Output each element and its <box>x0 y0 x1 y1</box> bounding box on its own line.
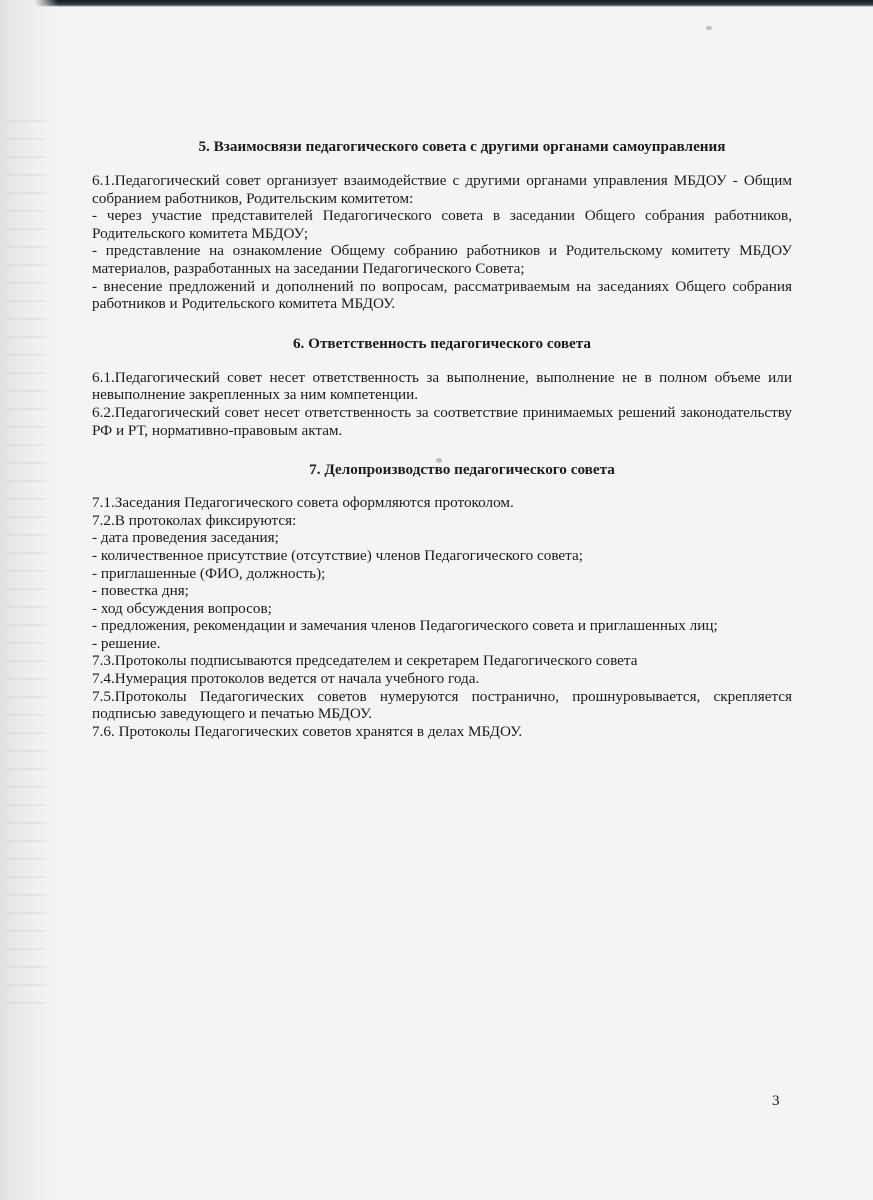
page-number: 3 <box>772 1092 780 1109</box>
list-item: - предложения, рекомендации и замечания членов Педагогического совета и приглашенных лиц; <box>92 617 718 635</box>
paragraph: 6.1.Педагогический совет несет ответственность за выполнение, выполнение не в полном объеме или невыполнение закрепленных за ним компетенции. <box>92 368 792 404</box>
scan-bleed-through <box>6 120 46 1020</box>
list-item: - ход обсуждения вопросов; <box>92 599 272 617</box>
paragraph: 7.6. Протоколы Педагогических советов хранятся в делах МБДОУ. <box>92 722 523 740</box>
section-6-body <box>92 369 792 439</box>
paragraph: 6.1.Педагогический совет организует взаимодействие с другими органами управления МБДОУ - Общим собранием работников, Родительским комитетом: <box>92 172 792 207</box>
list-item: - решение. <box>92 634 161 652</box>
section-5-body <box>92 172 792 313</box>
list-item: - дата проведения заседания; <box>92 529 279 547</box>
document-page <box>92 138 792 740</box>
paragraph: - представление на ознакомление Общему собранию работников и Родительскому комитету МБДОУ материалов, разработанных на заседании Педагогического Совета; <box>92 242 792 277</box>
list-item: - количественное присутствие (отсутствие) членов Педагогического совета; <box>92 546 583 564</box>
scan-speck <box>706 26 712 30</box>
section-7-title: 7. Делопроизводство педагогического совета <box>309 461 615 479</box>
paragraph: 7.2.В протоколах фиксируются: <box>92 511 297 529</box>
paragraph: - внесение предложений и дополнений по вопросам, рассматриваемым на заседаниях Общего собрания работников и Родительского комитета МБДОУ. <box>92 277 792 313</box>
paragraph: 7.1.Заседания Педагогического совета оформляются протоколом. <box>92 494 514 512</box>
paragraph: - через участие представителей Педагогического совета в заседании Общего собрания работников, Родительского комитета МБДОУ; <box>92 207 792 242</box>
paragraph: 7.3.Протоколы подписываются председателем и секретарем Педагогического совета <box>92 652 638 670</box>
list-item: - повестка дня; <box>92 582 189 600</box>
section-6-title: 6. Ответственность педагогического совета <box>292 334 592 352</box>
paragraph: 7.4.Нумерация протоколов ведется от начала учебного года. <box>92 670 480 688</box>
list-item: - приглашенные (ФИО, должность); <box>92 564 326 582</box>
section-5-title: 5. Взаимосвязи педагогического совета с другими органами самоуправления <box>198 138 726 155</box>
section-7-body <box>92 494 792 740</box>
paragraph: 6.2.Педагогический совет несет ответственность за соответствие принимаемых решений законодательству РФ и РТ, нормативно-правовым актам. <box>92 403 792 439</box>
scan-top-edge <box>0 0 873 7</box>
paragraph: 7.5.Протоколы Педагогических советов нумеруются постранично, прошнуровывается, скрепляется подписью заведующего и печатью МБДОУ. <box>92 687 792 723</box>
